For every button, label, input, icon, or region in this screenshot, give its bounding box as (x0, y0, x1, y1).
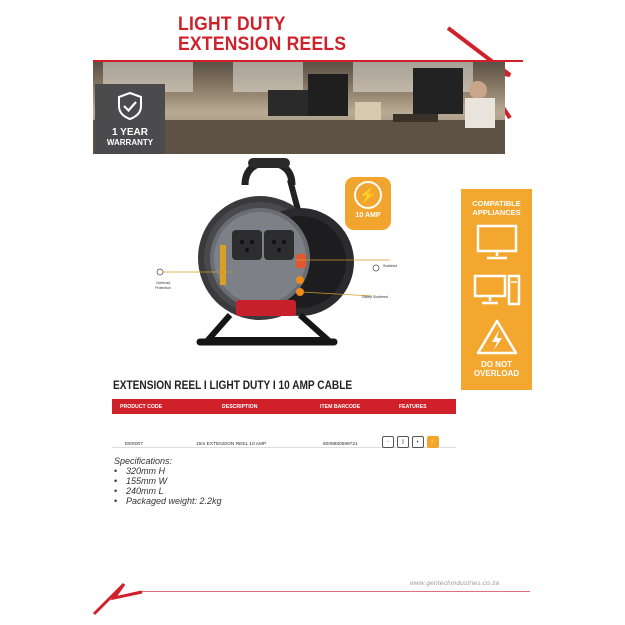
lightning-accent-bottom (92, 574, 144, 618)
specs-heading: Specifications: (114, 456, 173, 466)
warranty-badge (95, 84, 165, 154)
list-item: • 240mm L (114, 486, 222, 496)
cell-barcode: 6009880599721 (323, 442, 358, 447)
list-item: • Packaged weight: 2.2kg (114, 496, 222, 506)
title-line-2: EXTENSION REELS (178, 34, 347, 55)
lightning-bolt-icon: ⚡ (358, 187, 378, 204)
header-features: FEATURES (399, 403, 427, 410)
amp-feature-icon: ⚡ (427, 436, 439, 448)
table-row (112, 414, 456, 448)
website-link[interactable]: www.gentechindustries.co.za (410, 580, 500, 587)
list-item: • 155mm W (114, 476, 222, 486)
footer-rule (138, 591, 530, 592)
compatible-heading: COMPATIBLE APPLIANCES (472, 199, 521, 217)
protection-feature-icon: ◐ (412, 436, 424, 448)
feature-icons (382, 436, 439, 448)
header-description: DESCRIPTION (222, 403, 258, 410)
cell-product-code: EER007 (125, 442, 143, 447)
appliances-sidebar (461, 189, 532, 390)
callout-switched: Switched (383, 264, 398, 268)
warranty-years: 1 YEAR (112, 127, 148, 138)
specifications (114, 456, 222, 506)
tv-icon (476, 224, 518, 262)
header-product-code: PRODUCT CODE (120, 403, 163, 410)
table-header (112, 399, 456, 414)
amp-label: 10 AMP (355, 212, 381, 219)
list-item: • 320mm H (114, 466, 222, 476)
cell-description: 15m EXTENSION REEL 10 AMP (196, 442, 267, 447)
shutter-feature-icon: ◦ (382, 436, 394, 448)
specs-list (114, 466, 222, 506)
switch-feature-icon: ▯ (397, 436, 409, 448)
high-voltage-warning-icon (475, 318, 519, 356)
desktop-computer-icon (473, 274, 521, 308)
header-barcode: ITEM BARCODE (320, 403, 361, 410)
product-table (112, 399, 456, 448)
warranty-label: WARRANTY (106, 138, 154, 147)
callout-overload: Overload Protection (155, 281, 171, 290)
title-line-1: LIGHT DUTY (178, 14, 286, 35)
shield-check-icon (115, 91, 145, 121)
product-heading: EXTENSION REEL I LIGHT DUTY I 10 AMP CABLE (113, 380, 353, 392)
callout-shutters: Safety Shuttered (362, 295, 389, 299)
amp-rating-badge (345, 177, 391, 230)
overload-warning: DO NOT OVERLOAD (473, 360, 520, 378)
page-title (178, 15, 346, 55)
